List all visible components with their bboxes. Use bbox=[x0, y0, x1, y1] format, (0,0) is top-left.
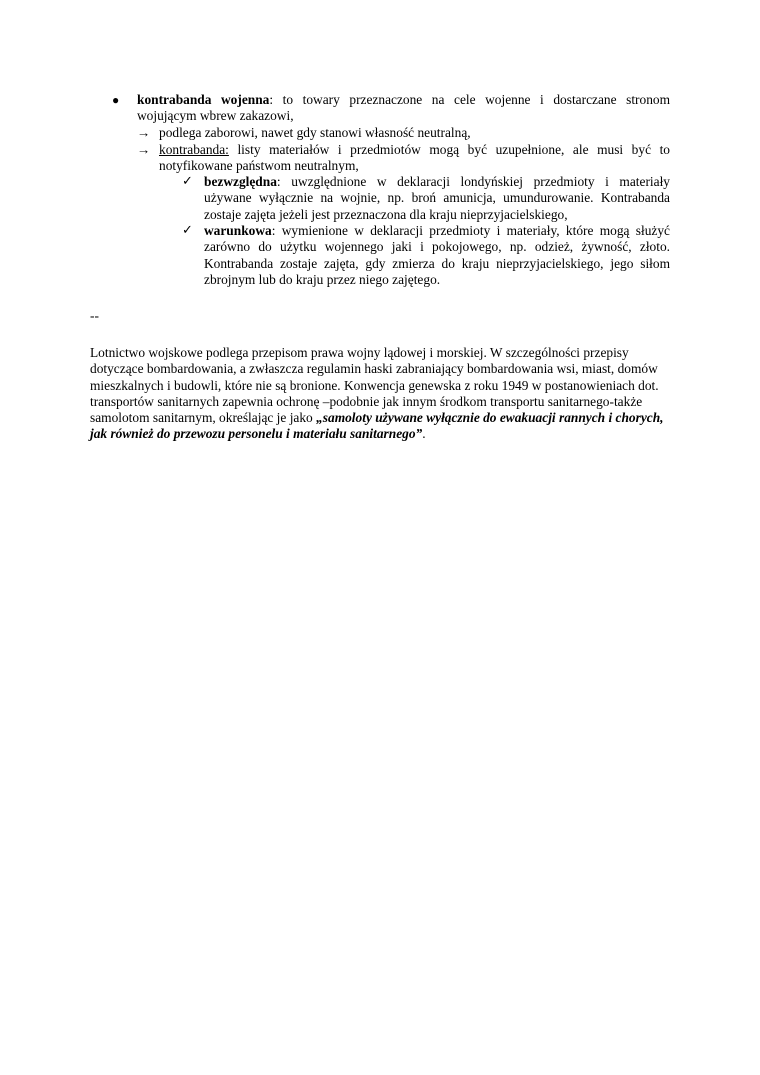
arrow-right-icon: → bbox=[137, 142, 151, 157]
arrow-definition: listy materiałów i przedmiotów mogą być uzupełnione, ale musi być to notyfikowane państwom neutralnym, bbox=[159, 142, 670, 174]
arrow-item-lists bbox=[137, 142, 670, 175]
arrow-term: kontrabanda: bbox=[159, 142, 229, 157]
check-definition: : uwzględnione w deklaracji londyńskiej przedmioty i materiały używane wyłącznie na wojnie, np. broń amunicja, umundurowanie. Kontrabanda zostaje zajęta jeżeli jest przeznaczona dla kraju nieprzyjacielskiego, bbox=[204, 174, 670, 222]
check-definition: : wymienione w deklaracji przedmioty i materiały, które mogą służyć zarówno do użytku wojennego jaki i pokojowego, np. odzież, żywność, złoto. Kontrabanda zostaje zajęta, gdy zmierza do kraju nieprzyjacielskiego, jego siłom zbrojnym lub do kraju przez niego zajętego. bbox=[204, 223, 670, 287]
aviation-paragraph bbox=[90, 345, 670, 443]
checkmark-icon: ✓ bbox=[182, 174, 193, 189]
check-text bbox=[204, 174, 670, 223]
arrow-text: podlega zaborowi, nawet gdy stanowi własność neutralną, bbox=[159, 125, 471, 140]
check-item-conditional bbox=[182, 223, 670, 288]
checkmark-icon: ✓ bbox=[182, 223, 193, 238]
arrow-item-seizure bbox=[137, 125, 670, 141]
bullet-definition: : to towary przeznaczone na cele wojenne i dostarczane stronom wojującym wbrew zakazowi, bbox=[137, 92, 670, 124]
check-text bbox=[204, 223, 670, 288]
check-item-absolute bbox=[182, 174, 670, 223]
check-term: warunkowa bbox=[204, 223, 272, 238]
paragraph-end: . bbox=[422, 426, 426, 442]
paragraph-body: Lotnictwo wojskowe podlega przepisom prawa wojny lądowej i morskiej. W szczególności przepisy dotyczące bombardowania, a zwłaszcza regulamin haski zabraniający bombardowania wsi, miast, domów mieszkalnych i budowli, które nie są bronione. Konwencja genewska z roku 1949 w postanowieniach dot. transportów sanitarnych zapewnia ochronę –podobnie jak innym środkom transportu sanitarnego-także samolotom sanitarnym, określając je jako bbox=[90, 345, 659, 426]
check-term: bezwzględna bbox=[204, 174, 277, 189]
arrow-text bbox=[159, 142, 670, 175]
paragraph-quote: „samoloty używane wyłącznie do ewakuacji rannych i chorych, jak również do przewozu personelu i materiału sanitarnego” bbox=[90, 410, 664, 442]
bullet-term: kontrabanda wojenna bbox=[137, 92, 270, 107]
bullet-text bbox=[137, 92, 670, 125]
bullet-item-contraband bbox=[90, 92, 670, 125]
bullet-dot-icon: ● bbox=[112, 93, 120, 107]
separator-dashes: -- bbox=[90, 308, 99, 323]
arrow-right-icon: → bbox=[137, 125, 151, 140]
